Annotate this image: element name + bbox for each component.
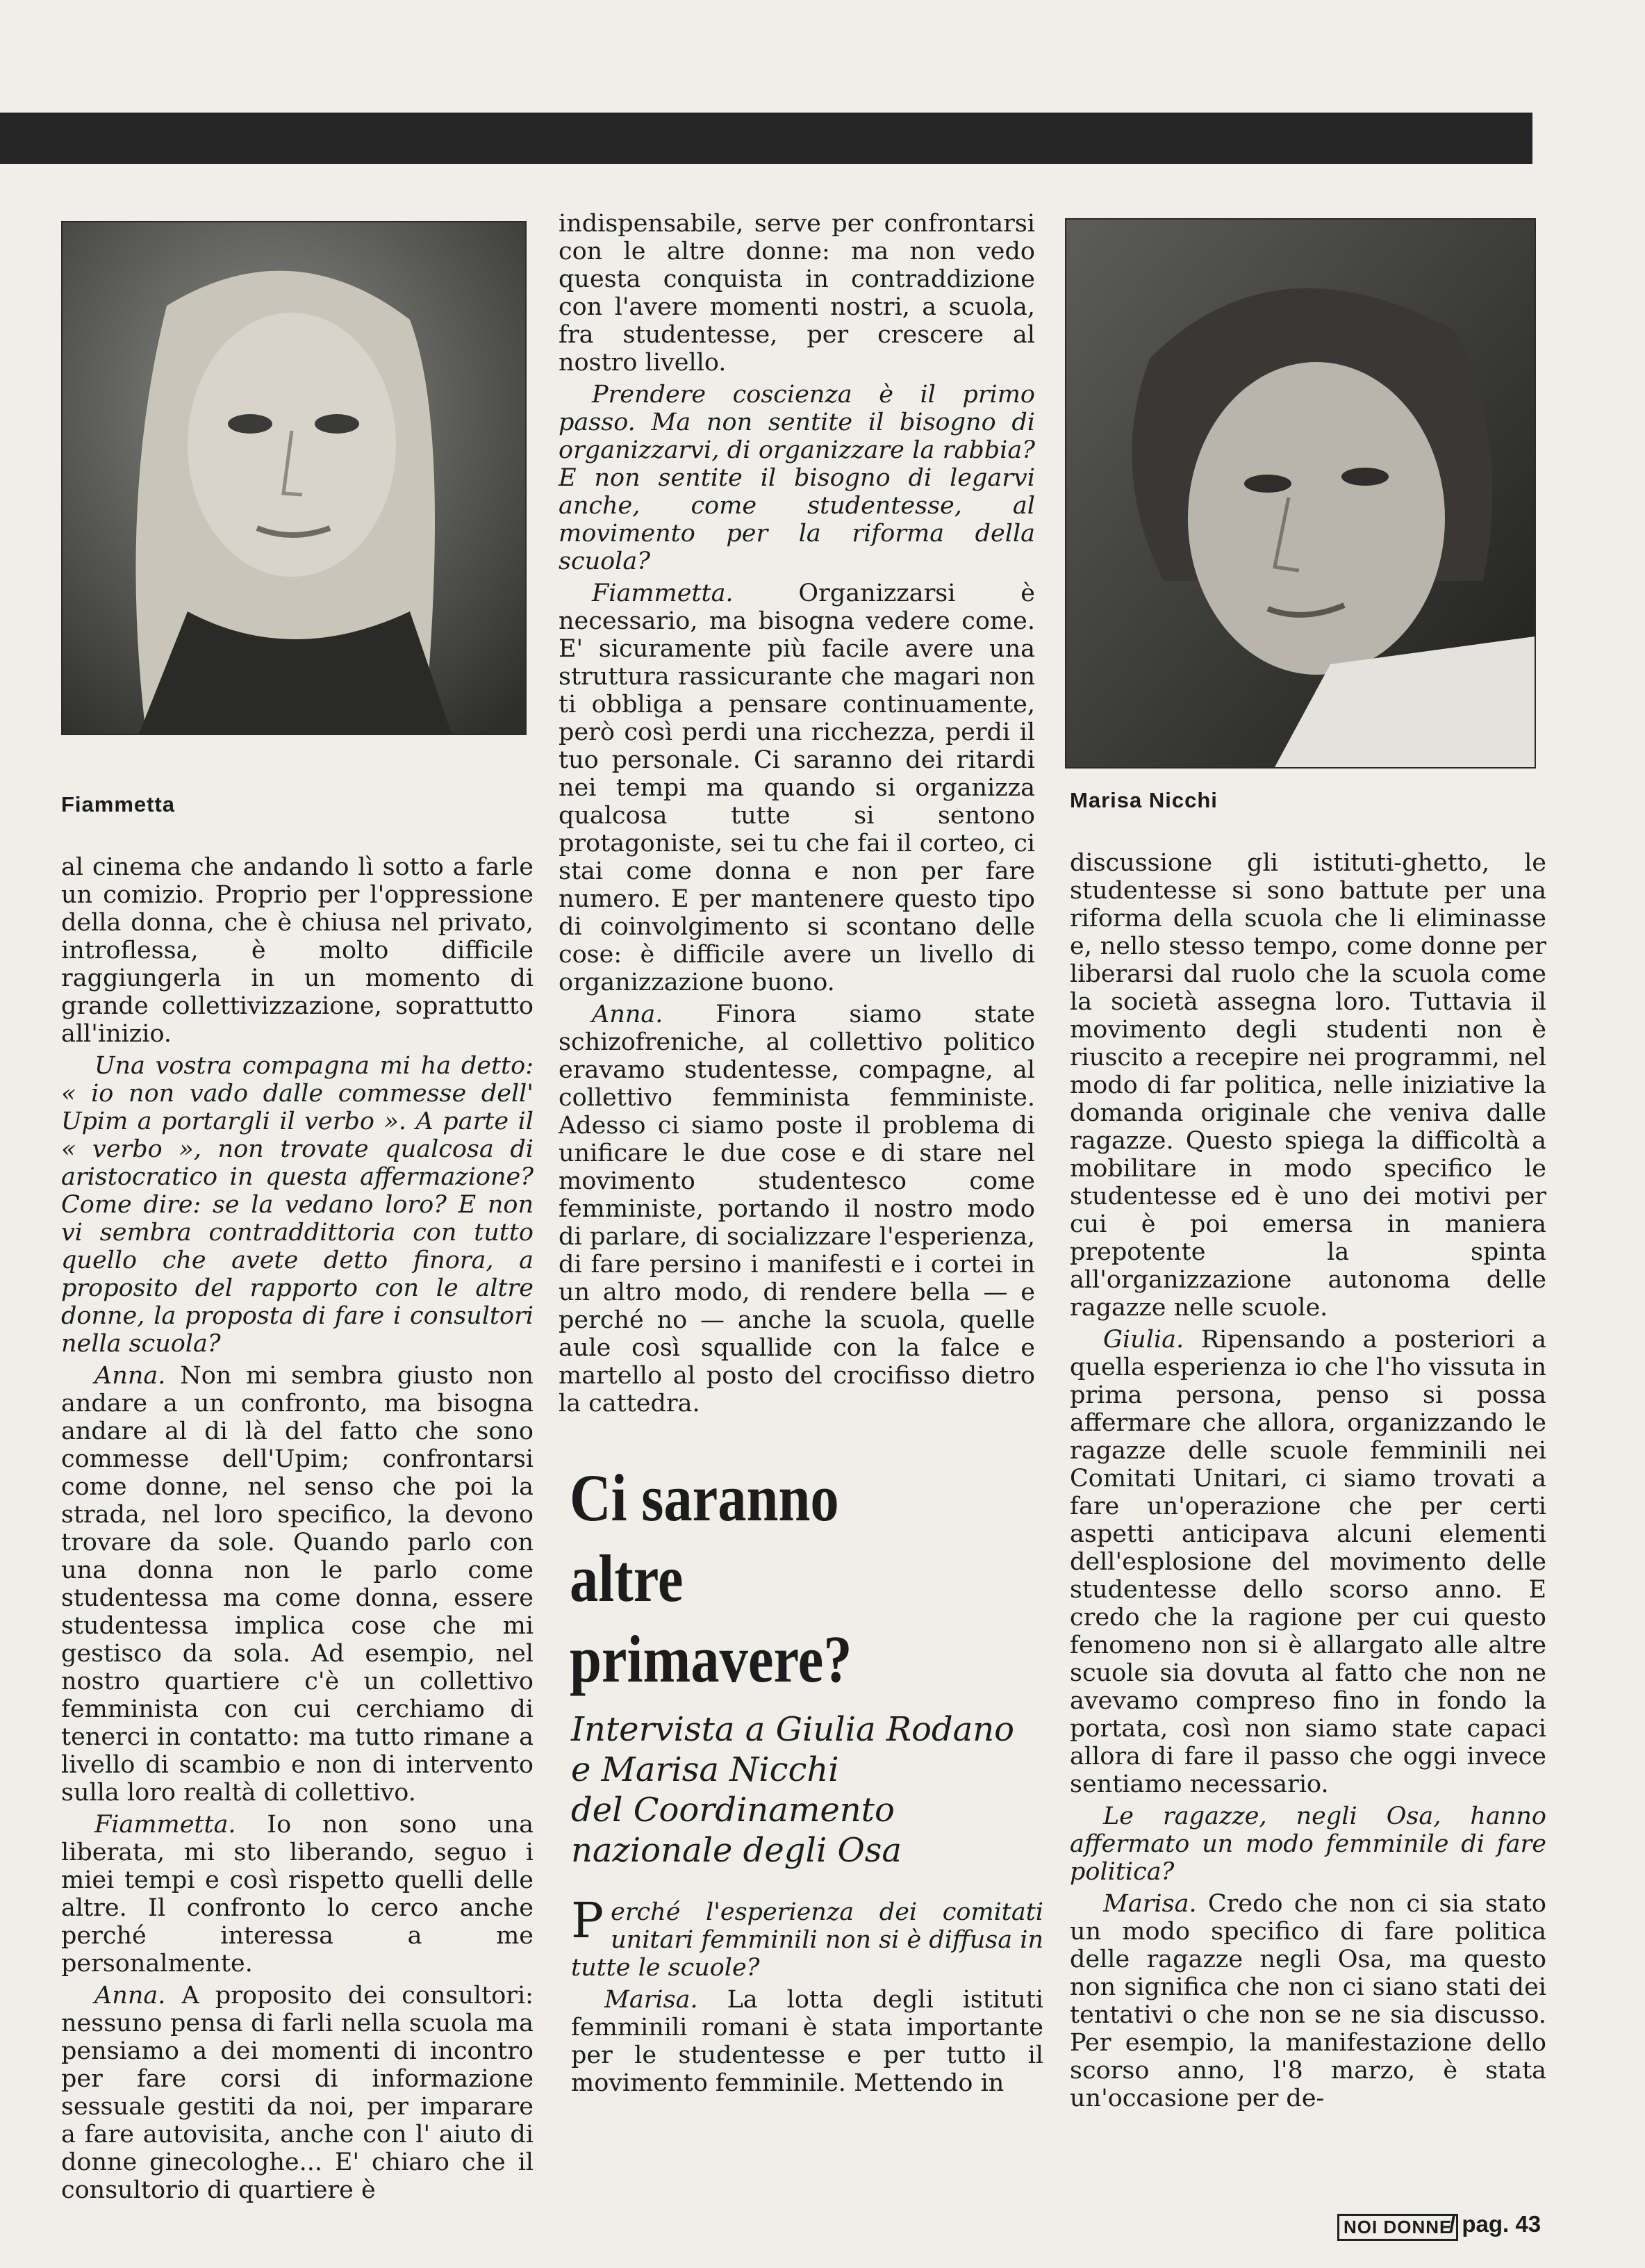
column-3 bbox=[1070, 849, 1546, 2117]
magazine-logo: NOI DONNE bbox=[1337, 2214, 1458, 2241]
subtitle-line-1: Intervista a Giulia Rodano bbox=[571, 1710, 1015, 1749]
col3-paragraph-1: discussione gli istituti-ghetto, le studentesse si sono battute per una riforma della scuola che li eliminasse e, nello stesso tempo, come donne per liberarsi dal ruolo che la scuola come la società assegna loro. Tuttavia il movimento degli studenti non è riuscito a recepire nei programmi, nel modo di far politica, nelle iniziative la domanda originale che veniva dalle ragazze. Questo spiega la difficoltà a mobilitare in modo specifico le studentesse ed è uno dei motivi per cui è poi emersa in maniera prepotente la spinta all'organizzazione autonoma delle ragazze nelle scuole. bbox=[1070, 849, 1546, 1322]
col1-paragraph-fiammetta-1 bbox=[61, 1811, 534, 1978]
col3-paragraph-marisa bbox=[1070, 1890, 1546, 2112]
speaker-name: Anna. bbox=[94, 1362, 166, 1390]
headline-line-2: altre bbox=[570, 1541, 684, 1616]
col2-paragraph-1: indispensabile, serve per confrontarsi con le altre donne: ma non vedo questa conquista in contraddizione con l'avere momenti nostri, a scuola, fra studentesse, per crescere al nostro livello. bbox=[559, 210, 1035, 377]
intro-paragraph-marisa-text: La lotta degli istituti femminili romani è stata importante per le studentesse e per tutto il movimento femminile. Mettendo in bbox=[571, 1986, 1043, 2097]
speaker-name: Anna. bbox=[94, 1982, 166, 2010]
drop-cap: P bbox=[571, 1892, 604, 1949]
speaker-name: Marisa. bbox=[1103, 1890, 1197, 1918]
intro-paragraph-marisa bbox=[571, 1986, 1043, 2097]
subtitle-line-4: nazionale degli Osa bbox=[571, 1831, 902, 1870]
headline-line-3: primavere? bbox=[570, 1622, 852, 1696]
caption-marisa-nicchi: Marisa Nicchi bbox=[1070, 788, 1218, 812]
col2-question-1: Prendere coscienza è il primo passo. Ma non sentite il bisogno di organizzarvi, di organizzare la rabbia? E non sentite il bisogno di legarvi anche, come studentesse, al movimento per la riforma della scuola? bbox=[559, 381, 1035, 575]
col1-paragraph-anna-2 bbox=[61, 1982, 534, 2204]
page-number: / pag. 43 bbox=[1449, 2211, 1541, 2237]
col1-paragraph-1: al cinema che andando lì sotto a farle un comizio. Proprio per l'oppressione della donna, che è chiusa nel privato, introflessa, è molto difficile raggiungerla in un momento di grande collettivizzazione, soprattutto all'inizio. bbox=[61, 853, 534, 1048]
col3-paragraph-giulia bbox=[1070, 1326, 1546, 1798]
col2-paragraph-anna bbox=[559, 1001, 1035, 1418]
speaker-name: Fiammetta. bbox=[94, 1811, 236, 1839]
col1-paragraph-anna-1 bbox=[61, 1362, 534, 1807]
speaker-name: Marisa. bbox=[604, 1986, 698, 2014]
portrait-image-right bbox=[1066, 220, 1535, 767]
col3-paragraph-marisa-text: Credo che non ci sia stato un modo specifico di fare politica delle ragazze negli Osa, ma questo non significa che non ci siano stati dei tentativi o che non se ne sia discusso. Per esempio, la manifestazione dello scorso anno, l'8 marzo, è stata un'occasione per de- bbox=[1070, 1890, 1546, 2112]
subtitle-line-2: e Marisa Nicchi bbox=[571, 1750, 839, 1789]
column-1 bbox=[61, 853, 534, 2208]
article-subtitle bbox=[571, 1709, 1057, 1871]
speaker-name: Fiammetta. bbox=[592, 580, 734, 607]
col3-question-1: Le ragazze, negli Osa, hanno affermato un modo femminile di fare politica? bbox=[1070, 1802, 1546, 1886]
speaker-name: Anna. bbox=[592, 1001, 663, 1028]
col2-paragraph-anna-text: Finora siamo state schizofreniche, al collettivo politico eravamo studentesse, compagne, al collettivo femminista femministe. Adesso ci siamo poste il problema di unificare le due cose e di stare nel movimento studentesco come femministe, portando il nostro modo di parlare, di socializzare l'esperienza, di fare persino i manifesti e i cortei in un altro modo, di rendere bella — e perché no — anche la scuola, quelle aule così squallide con la falce e martello al posto del crocifisso dietro la cattedra. bbox=[559, 1001, 1035, 1418]
speaker-name: Giulia. bbox=[1103, 1326, 1184, 1354]
photo-marisa-nicchi bbox=[1065, 218, 1536, 769]
headline-line-1: Ci saranno bbox=[570, 1461, 839, 1535]
caption-fiammetta: Fiammetta bbox=[61, 792, 176, 816]
intro-question bbox=[571, 1892, 1043, 1982]
subtitle-line-3: del Coordinamento bbox=[571, 1791, 895, 1830]
col1-question-1: Una vostra compagna mi ha detto: « io non vado dalle commesse dell' Upim a portargli il verbo ». A parte il « verbo », non trovate qualcosa di aristocratico in questa affermazione? Come dire: se la vedano loro? E non vi sembra contraddittoria con tutto quello che avete detto finora, a proposito del rapporto con le altre donne, la proposta di fare i consultori nella scuola? bbox=[61, 1052, 534, 1358]
col1-paragraph-fiammetta-1-text: Io non sono una liberata, mi sto liberando, seguo i miei tempi e così rispetto quelli delle altre. Il confronto lo cerco anche perché interessa a me personalmente. bbox=[61, 1811, 534, 1978]
col3-paragraph-giulia-text: Ripensando a posteriori a quella esperienza io che l'ho vissuta in prima persona, penso si possa affermare che allora, organizzando le ragazze delle scuole femminili nei Comitati Unitari, ci siamo trovati a fare un'operazione che per certi aspetti anticipava alcuni elementi dell'esplosione del movimento delle studentesse dello scorso anno. E credo che la ragione per cui questo fenomeno non si è allargato alle altre scuole sia dovuta al fatto che non ne avevamo compreso fino in fondo la portata, così non siamo state capaci allora di fare il passo che oggi invece sentiamo necessario. bbox=[1070, 1326, 1546, 1798]
intro-question-text: erché l'esperienza dei comitati unitari femminili non si è diffusa in tutte le scuole? bbox=[571, 1898, 1043, 1982]
photo-fiammetta bbox=[61, 221, 527, 735]
column-2 bbox=[559, 210, 1035, 1422]
col2-paragraph-fiammetta-text: Organizzarsi è necessario, ma bisogna vedere come. E' sicuramente più facile avere una struttura rassicurante che magari non ti obbliga a pensare continuamente, però così perdi una ricchezza, perdi il tuo personale. Ci saranno dei ritardi nei tempi ma quando si organizza qualcosa tutte si sentono protagoniste, sei tu che fai il corteo, ci stai come donna e non per fare numero. E per mantenere questo tipo di coinvolgimento si scontano delle cose: è difficile avere un livello di organizzazione buono. bbox=[559, 580, 1036, 996]
col1-paragraph-anna-2-text: A proposito dei consultori: nessuno pensa di farli nella scuola ma pensiamo a dei momenti di incontro per fare corsi di informazione sessuale gestiti da noi, per imparare a fare autovisita, anche con l' aiuto di donne ginecologhe... E' chiaro che il consultorio di quartiere è bbox=[61, 1982, 534, 2204]
article-intro bbox=[571, 1892, 1043, 2101]
article-headline bbox=[570, 1458, 880, 1700]
col2-paragraph-fiammetta bbox=[559, 580, 1035, 996]
header-bar bbox=[0, 113, 1532, 164]
col1-paragraph-anna-1-text: Non mi sembra giusto non andare a un confronto, ma bisogna andare al di là del fatto che sono commesse dell'Upim; confrontarsi come donne, nel senso che poi la strada, nel loro specifico, la devono trovare da sole. Quando parlo con una donna non le parlo come studentessa ma come donna, essere studentessa implica cose che mi gestisco da sola. Ad esempio, nel nostro quartiere c'è un collettivo femminista con cui cerchiamo di tenerci in contatto: ma tutto rimane a livello di scambio e non di intervento sulla loro realtà di collettivo. bbox=[61, 1362, 534, 1807]
portrait-image-left bbox=[63, 222, 525, 734]
